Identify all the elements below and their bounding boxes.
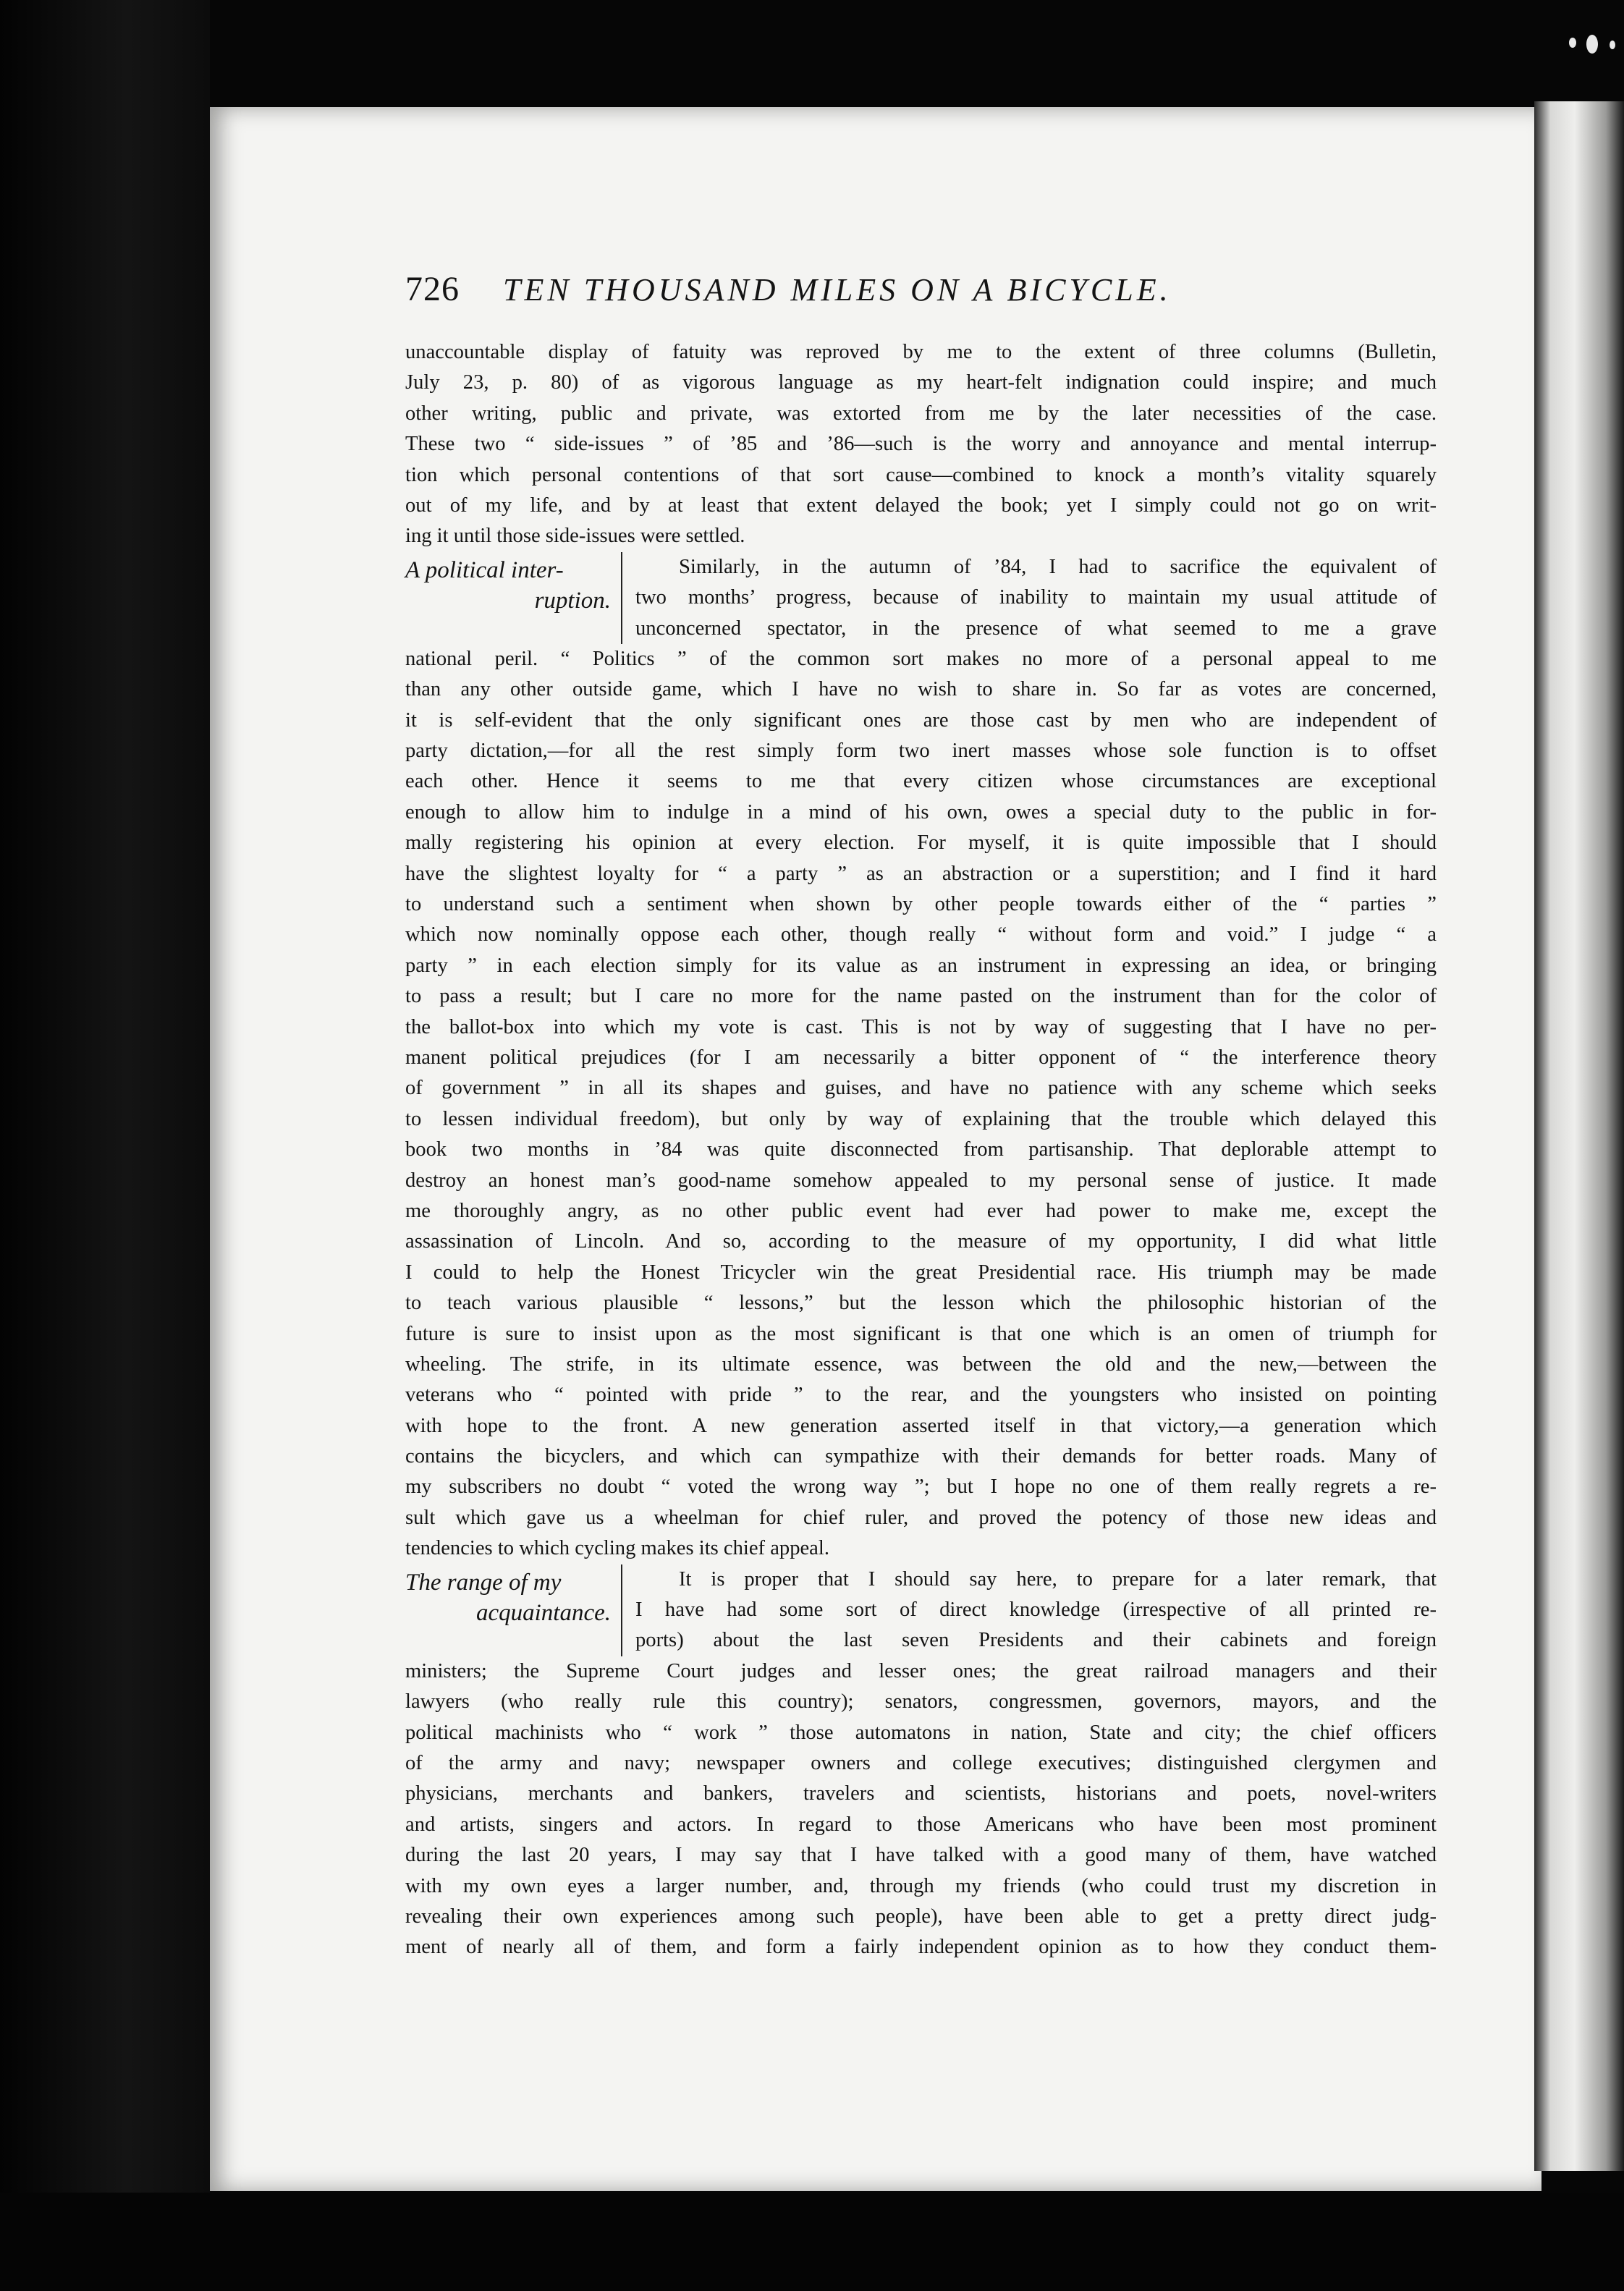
text-line: future is sure to insist upon as the most significant is that one which is an omen of triumph for — [405, 1322, 1437, 1345]
film-speck — [1586, 35, 1598, 54]
text-line: ment of nearly all of them, and form a fairly independent opinion as to how they conduct them- — [405, 1936, 1437, 1959]
page-text — [405, 269, 1437, 1963]
text-line: ing it until those side-issues were settled. — [405, 525, 745, 548]
text-line: two months’ progress, because of inability to maintain my usual attitude of — [635, 586, 1437, 609]
text-line: ministers; the Supreme Court judges and lesser ones; the great railroad managers and their — [405, 1659, 1437, 1682]
text-line: sult which gave us a wheelman for chief ruler, and proved the potency of those new ideas and — [405, 1506, 1437, 1529]
text-line: political machinists who “ work ” those automatons in nation, State and city; the chief officers — [405, 1721, 1437, 1744]
text-line: I could to help the Honest Tricycler win the great Presidential race. His triumph may be made — [405, 1261, 1437, 1284]
text-line: of the army and navy; newspaper owners and college executives; distinguished clergymen and — [405, 1751, 1437, 1774]
text-line: each other. Hence it seems to me that every citizen whose circumstances are exceptional — [405, 770, 1437, 793]
text-line: party dictation,—for all the rest simply form two inert masses whose sole function is to offset — [405, 740, 1437, 763]
text-line: to lessen individual freedom), but only by way of explaining that the trouble which delayed this — [405, 1107, 1437, 1130]
text-line: have the slightest loyalty for “ a party ” as an abstraction or a superstition; and I find it hard — [405, 862, 1437, 885]
film-speck — [1610, 41, 1615, 49]
text-line: to understand such a sentiment when shown by other people towards either of the “ parties ” — [405, 893, 1437, 916]
text-line: tion which personal contentions of that sort cause—combined to knock a month’s vitality squarely — [405, 463, 1437, 486]
text-line: than any other outside game, which I have no wish to share in. So far as votes are concerned, — [405, 678, 1437, 701]
text-line: I have had some sort of direct knowledge (irrespective of all printed re- — [635, 1598, 1437, 1622]
text-line: book two months in ’84 was quite disconnected from partisanship. That deplorable attempt to — [405, 1138, 1437, 1161]
text-line: physicians, merchants and bankers, travelers and scientists, historians and poets, novel-writers — [405, 1782, 1437, 1805]
text-line: other writing, public and private, was extorted from me by the later necessities of the case. — [405, 402, 1437, 425]
text-line: lawyers (who really rule this country); senators, congressmen, governors, mayors, and the — [405, 1690, 1437, 1714]
range-section-opening — [405, 1564, 1437, 1656]
text-line: assassination of Lincoln. And so, according to the measure of my opportunity, I did what little — [405, 1230, 1437, 1253]
text-line: and artists, singers and actors. In regard to those Americans who have been most prominent — [405, 1813, 1437, 1836]
text-line: revealing their own experiences among such people), have been able to get a pretty direct judg- — [405, 1905, 1437, 1928]
film-border-bottom — [0, 2193, 1624, 2291]
text-line: contains the bicyclers, and which can sympathize with their demands for better roads. Many of — [405, 1445, 1437, 1468]
text-line: it is self-evident that the only significant ones are those cast by men who are independent of — [405, 708, 1437, 732]
text-line: to pass a result; but I care no more for the name pasted on the instrument than for the color of — [405, 985, 1437, 1008]
text-line: to teach various plausible “ lessons,” but the lesson which the philosophic historian of the — [405, 1292, 1437, 1315]
text-line: These two “ side-issues ” of ’85 and ’86—such is the worry and annoyance and mental interrup- — [405, 433, 1437, 456]
text-line: mally registering his opinion at every election. For myself, it is quite impossible that I should — [405, 831, 1437, 855]
text-line: tendencies to which cycling makes its chief appeal. — [405, 1537, 829, 1560]
text-line: wheeling. The strife, in its ultimate essence, was between the old and the new,—between the — [405, 1352, 1437, 1376]
running-head — [405, 269, 1437, 334]
film-border-left — [0, 0, 210, 2291]
text-line: manent political prejudices (for I am necessarily a bitter opponent of “ the interference theory — [405, 1046, 1437, 1069]
side-note-line: acquaintance. — [475, 1599, 611, 1626]
text-line: of government ” in all its shapes and guises, and have no patience with any scheme which seeks — [405, 1077, 1437, 1100]
text-line: which now nominally oppose each other, though really “ without form and void.” I judge “ a — [405, 923, 1437, 947]
film-speck — [1569, 38, 1576, 48]
range-paragraph — [405, 1656, 1437, 1963]
text-line: enough to allow him to indulge in a mind of his own, owes a special duty to the public in for- — [405, 800, 1437, 823]
side-note-line: The range of my — [405, 1569, 562, 1596]
text-line: Similarly, in the autumn of ’84, I had to sacrifice the equivalent of — [679, 555, 1437, 578]
side-lines — [622, 552, 1437, 644]
text-line: destroy an honest man’s good-name somehow appealed to my personal sense of justice. It made — [405, 1169, 1437, 1192]
text-line: It is proper that I should say here, to prepare for a later remark, that — [679, 1567, 1437, 1591]
text-line: out of my life, and by at least that extent delayed the book; yet I simply could not go on writ- — [405, 494, 1437, 517]
text-line: July 23, p. 80) of as vigorous language as my heart-felt indignation could inspire; and much — [405, 371, 1437, 394]
intro-paragraph — [405, 337, 1437, 552]
text-line: during the last 20 years, I may say that I have talked with a good many of them, have watched — [405, 1844, 1437, 1867]
political-paragraph — [405, 644, 1437, 1564]
text-line: with hope to the front. A new generation asserted itself in that victory,—a generation which — [405, 1414, 1437, 1437]
text-line: national peril. “ Politics ” of the common sort makes no more of a personal appeal to me — [405, 647, 1437, 670]
text-line: with my own eyes a larger number, and, through my friends (who could trust my discretion in — [405, 1874, 1437, 1897]
facing-page-edge — [1534, 101, 1624, 2171]
text-line: party ” in each election simply for its value as an instrument in expressing an idea, or bringing — [405, 954, 1437, 977]
page-number: 726 — [405, 270, 460, 308]
text-line: unaccountable display of fatuity was reproved by me to the extent of three columns (Bulletin, — [405, 341, 1437, 363]
text-line: veterans who “ pointed with pride ” to the rear, and the youngsters who insisted on pointing — [405, 1384, 1437, 1407]
side-note-political — [405, 552, 622, 644]
running-title: TEN THOUSAND MILES ON A BICYCLE. — [503, 272, 1172, 308]
text-line: the ballot-box into which my vote is cast. This is not by way of suggesting that I have no per- — [405, 1015, 1437, 1038]
side-note-line: ruption. — [534, 587, 611, 614]
political-section-opening — [405, 552, 1437, 644]
side-note-range — [405, 1564, 622, 1656]
text-line: unconcerned spectator, in the presence of what seemed to me a grave — [635, 617, 1437, 640]
side-lines — [622, 1564, 1437, 1656]
text-line: my subscribers no doubt “ voted the wrong way ”; but I hope no one of them really regrets a re- — [405, 1475, 1437, 1499]
text-line: ports) about the last seven Presidents and their cabinets and foreign — [635, 1629, 1437, 1652]
text-line: me thoroughly angry, as no other public event had ever had power to make me, except the — [405, 1199, 1437, 1222]
side-note-line: A political inter- — [405, 556, 564, 583]
